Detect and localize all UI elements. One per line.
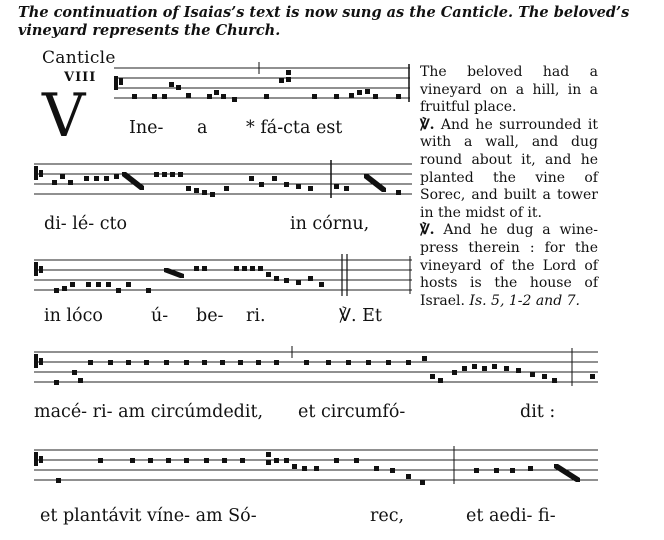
staff-1 xyxy=(114,60,414,112)
lyric-2b: in córnu, xyxy=(290,214,370,234)
lyric-1b: a xyxy=(197,118,208,138)
side-paragraph-2-text: And he surrounded it with a wall, and dug round about it, and he planted the vine of Sorec, and built a tower in the midst of it. xyxy=(420,116,598,221)
staff-5 xyxy=(34,442,600,498)
lyric-3b: ú- xyxy=(151,306,169,326)
lyric-5a: et plantávit víne- am Só- xyxy=(40,506,257,526)
canticle-number: VIII xyxy=(64,70,97,85)
staff-4 xyxy=(34,344,600,396)
side-paragraph-3 xyxy=(420,222,598,310)
lyric-5c: et aedi- fi- xyxy=(466,506,556,526)
lyric-1a: Ine- xyxy=(129,118,164,138)
canticle-title: Canticle xyxy=(42,48,116,68)
staff-2 xyxy=(34,156,414,208)
side-paragraph-1: The beloved had a vineyard on a hill, in a fruitful place. xyxy=(420,64,598,116)
versicle-mark: ℣. xyxy=(420,116,435,133)
versicle-mark: ℣. xyxy=(420,222,435,239)
side-text xyxy=(420,64,598,310)
intro-text: The continuation of Isaias’s text is now sung as the Canticle. The beloved’s vineyard represents the Church. xyxy=(18,4,630,39)
initial-letter: V xyxy=(42,81,86,151)
side-paragraph-2 xyxy=(420,117,598,223)
side-paragraph-3-text: And he dug a wine-press therein : for the vineyard of the Lord of hosts is the house of Israel. xyxy=(420,222,598,309)
lyric-3a: in lóco xyxy=(44,306,103,326)
lyric-4a: macé- ri- am circúmdedit, xyxy=(34,402,264,422)
staff-3 xyxy=(34,252,414,304)
lyric-4b: et circumfó- xyxy=(298,402,406,422)
lyric-3e: ℣. Et xyxy=(339,306,382,326)
lyric-2a: di- lé- cto xyxy=(44,214,128,234)
lyric-1c: * fá-cta est xyxy=(246,118,343,138)
lyric-3c: be- xyxy=(196,306,224,326)
lyric-3d: ri. xyxy=(246,306,266,326)
scripture-reference: Is. 5, 1-2 and 7. xyxy=(464,292,580,309)
lyric-4c: dit : xyxy=(520,402,556,422)
lyric-5b: rec, xyxy=(370,506,405,526)
